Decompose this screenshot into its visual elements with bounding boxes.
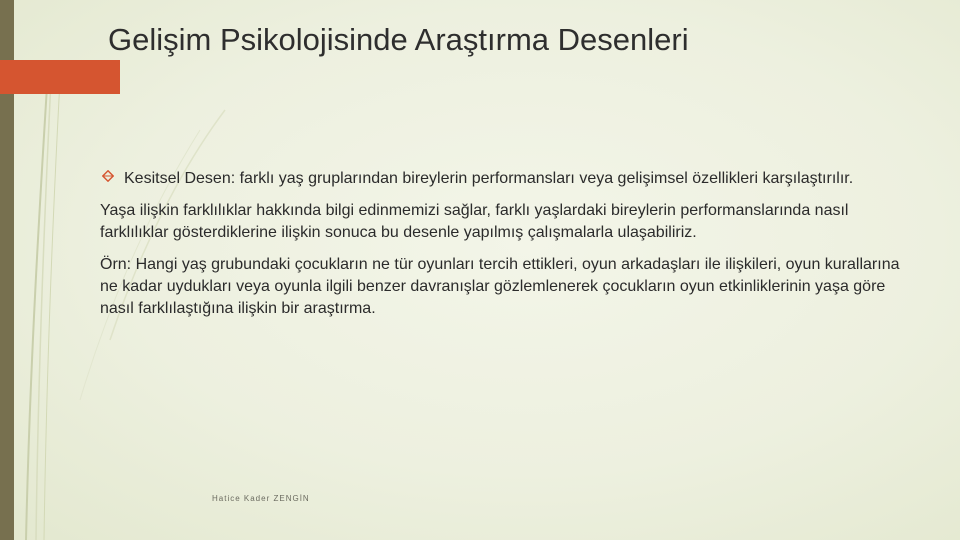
- diamond-bullet-icon: [102, 170, 114, 182]
- bullet-item: [100, 168, 900, 190]
- paragraph-1: Kesitsel Desen: farklı yaş gruplarından bireylerin performansları veya gelişimsel özellikleri karşılaştırılır.: [124, 170, 854, 187]
- content-area: [100, 168, 900, 320]
- footer-author: Hatice Kader ZENGİN: [212, 494, 310, 503]
- paragraph-2: Yaşa ilişkin farklılıklar hakkında bilgi edinmemizi sağlar, farklı yaşlardaki bireylerin performanslarında nasıl farklılıklar gösterdiklerine ilişkin sonuca bu desenle yapılmış çalışmalarla ulaşabiliriz.: [100, 202, 849, 241]
- paragraph-3: Örn: Hangi yaş grubundaki çocukların ne tür oyunları tercih ettikleri, oyun arkadaşları ile ilişkileri, oyun kurallarına ne kadar uydukları veya oyunla ilgili benzer davranışlar gözlemlenerek çocukların oyun etkinliklerinin yaşa göre nasıl farklılaştığına ilişkin bir araştırma.: [100, 256, 900, 317]
- accent-tab: [0, 60, 120, 94]
- slide-title: Gelişim Psikolojisinde Araştırma Desenleri: [108, 22, 689, 57]
